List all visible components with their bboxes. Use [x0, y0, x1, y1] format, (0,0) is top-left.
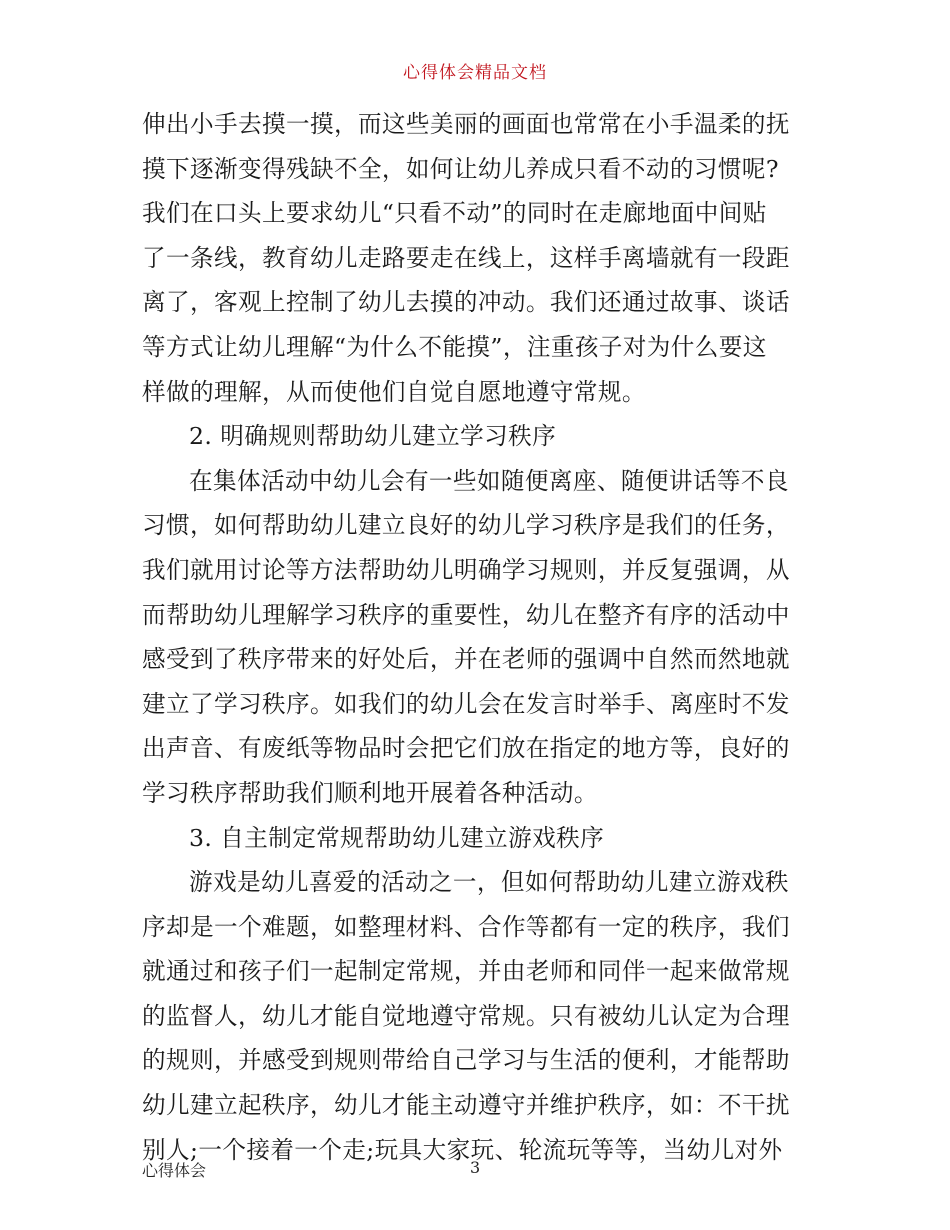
text-line: 伸出小手去摸一摸，而这些美丽的画面也常常在小手温柔的抚: [142, 110, 790, 138]
text-line: 建立了学习秩序。如我们的幼儿会在发言时举手、离座时不发: [142, 689, 790, 718]
text-line: 感受到了秩序带来的好处后，并在老师的强调中自然而然地就: [142, 645, 790, 674]
text-line: 别人;一个接着一个走;玩具大家玩、轮流玩等等，当幼儿对外: [142, 1135, 783, 1164]
text-line: 摸下逐渐变得残缺不全，如何让幼儿养成只看不动的习惯呢?: [142, 154, 779, 183]
text-line: 了一条线，教育幼儿走路要走在线上，这样手离墙就有一段距: [142, 243, 790, 272]
text-line: 的监督人，幼儿才能自觉地遵守常规。只有被幼儿认定为合理: [142, 1001, 790, 1030]
text-line: 学习秩序帮助我们顺利地开展着各种活动。: [142, 778, 598, 807]
text-line: 就通过和孩子们一起制定常规，并由老师和同伴一起来做常规: [142, 957, 790, 986]
text-line: 序却是一个难题，如整理材料、合作等都有一定的秩序，我们: [142, 912, 790, 941]
text-line: 3. 自主制定常规帮助幼儿建立游戏秩序: [189, 823, 605, 852]
page-header-title: 心得体会精品文档: [403, 63, 547, 83]
text-line: 离了，客观上控制了幼儿去摸的冲动。我们还通过故事、谈话: [142, 288, 790, 317]
text-line: 在集体活动中幼儿会有一些如随便离座、随便讲话等不良: [189, 466, 789, 495]
text-line: 2. 明确规则帮助幼儿建立学习秩序: [189, 422, 557, 451]
text-line: 我们就用讨论等方法帮助幼儿明确学习规则，并反复强调，从: [142, 555, 790, 584]
text-line: 我们在口头上要求幼儿“只看不动”的同时在走廊地面中间贴: [142, 199, 767, 228]
text-line: 游戏是幼儿喜爱的活动之一，但如何帮助幼儿建立游戏秩: [189, 868, 789, 897]
document-body: [142, 102, 812, 1172]
text-line: 的规则，并感受到规则带给自己学习与生活的便利，才能帮助: [142, 1046, 790, 1075]
text-line: 样做的理解，从而使他们自觉自愿地遵守常规。: [142, 377, 646, 406]
page-number: 3: [470, 1158, 481, 1177]
text-line: 出声音、有废纸等物品时会把它们放在指定的地方等，良好的: [142, 734, 790, 763]
text-line: 等方式让幼儿理解“为什么不能摸”，注重孩子对为什么要这: [142, 332, 767, 361]
footer-label: 心得体会: [142, 1161, 207, 1180]
text-line: 而帮助幼儿理解学习秩序的重要性，幼儿在整齐有序的活动中: [142, 600, 790, 629]
text-line: 习惯，如何帮助幼儿建立良好的幼儿学习秩序是我们的任务，: [142, 511, 790, 540]
text-line: 幼儿建立起秩序，幼儿才能主动遵守并维护秩序，如：不干扰: [142, 1091, 790, 1120]
